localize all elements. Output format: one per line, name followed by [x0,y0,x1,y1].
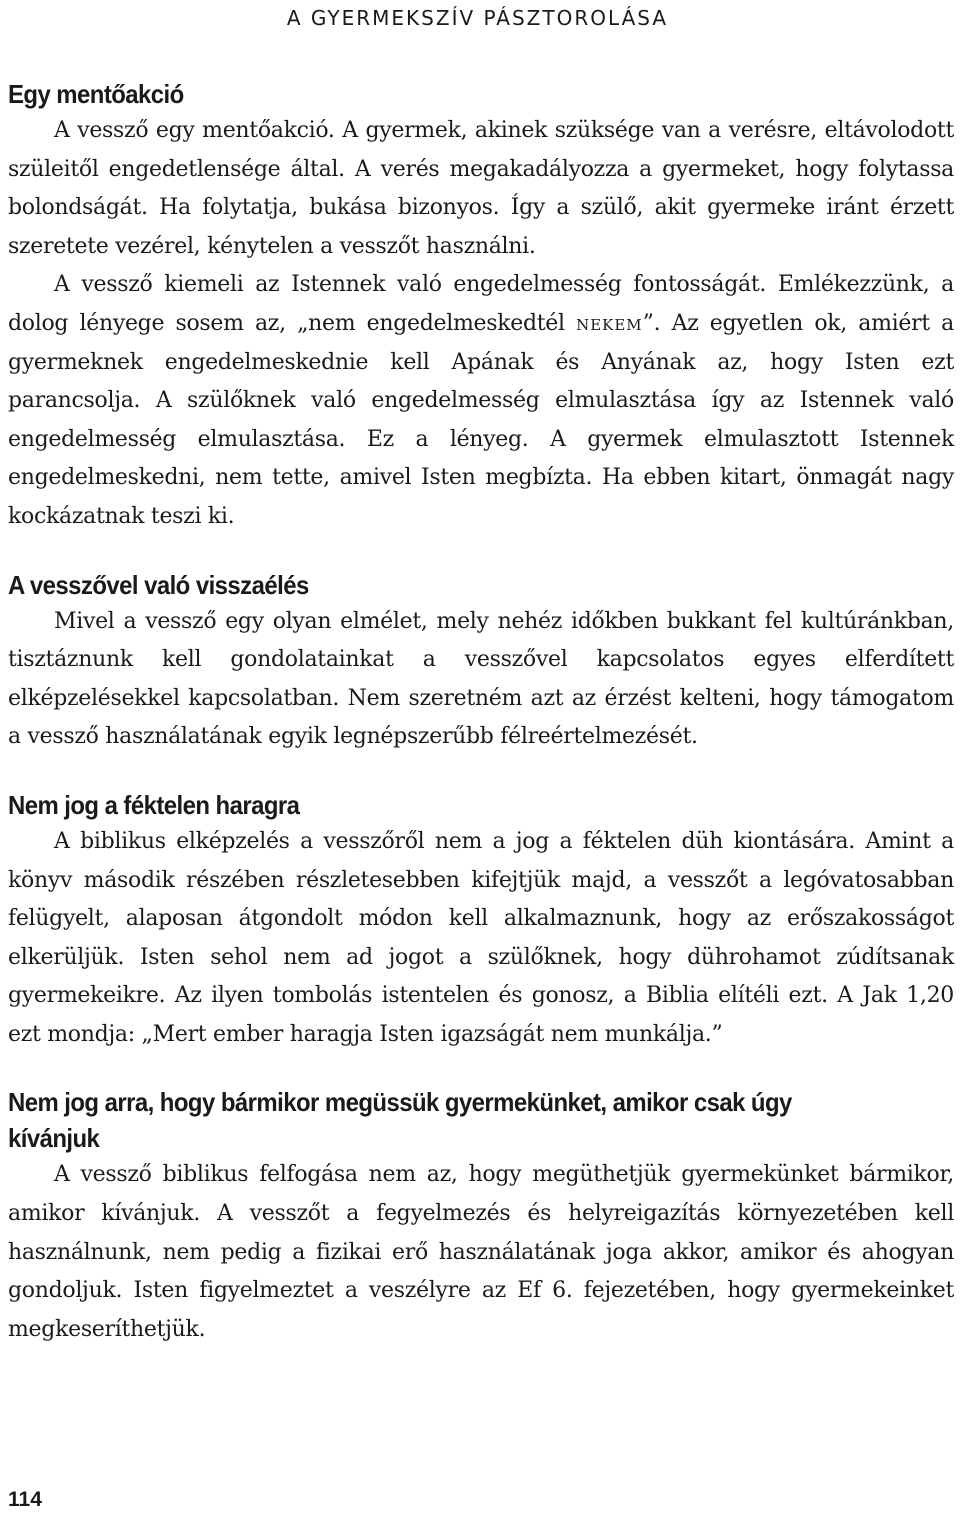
paragraph [8,266,954,536]
paragraph: A biblikus elképzelés a vesszőről nem a jog a féktelen düh kiontására. Amint a könyv második részében részletesebben kifejtjük majd, a vesszőt a legóvatosabban felügyelt, alaposan átgondolt módon kell alkalmaznunk, hogy az erőszakosságot elkerüljük. Isten sehol nem ad jogot a szülőknek, hogy dührohamot zúdítsanak gyermekeikre. Az ilyen tombolás istentelen és gonosz, a Biblia elítéli ezt. A Jak 1,20 ezt mondja: „Mert ember haragja Isten igazságát nem munkálja.” [8,828,954,1047]
running-head [0,6,960,30]
section-heading: Egy mentőakció [8,79,184,109]
page-body [8,76,954,1349]
running-head-text: A GYERMEKSZÍV PÁSZTOROLÁSA [286,6,668,30]
paragraph: A vessző egy mentőakció. A gyermek, akinek szüksége van a verésre, eltávolodott szüleitől engedetlensége által. A verés megakadályozza a gyermeket, hogy folytassa bolondságát. Ha folytatja, bukása bizonyos. Így a szülő, akit gyermeke iránt érzett szeretete vezérel, kénytelen a vesszőt használni. [8,118,954,259]
paragraph-text: A vessző kiemeli az Istennek való engedelmesség fontosságát. Emlékezzünk, a dolog lényege sosem az, „nem engedelmeskedtél [8,272,954,336]
section-heading: Nem jog arra, hogy bármikor megüssük gyermekünket, amikor csak úgy kívánjuk [8,1087,792,1154]
paragraph: Mivel a vessző egy olyan elmélet, mely nehéz időkben bukkant fel kultúránkban, tisztáznunk kell gondolatainkat a vesszővel kapcsolatos egyes elferdített elképzelésekkel kapcsolatban. Nem szeretném azt az érzést kelteni, hogy támogatom a vessző használatának egyik legnépszerűbb félreértelmezését. [8,608,954,750]
section-heading: Nem jog a féktelen haragra [8,789,300,820]
section-heading: A vesszővel való visszaélés [8,569,309,600]
page-number: 114 [8,1488,42,1511]
paragraph-text: ”. Az egyetlen ok, amiért a gyermeknek engedelmeskednie kell Apának és Anyának az, hogy Isten ezt parancsolja. A szülőknek való engedelmesség elmulasztása így az Istennek való engedelmesség elmulasztása. Ez a lényeg. A gyermek elmulasztott Istennek engedelmeskedni, nem tette, amivel Isten megbízta. Ha ebben kitart, önmagát nagy kockázatnak teszi ki. [8,310,954,529]
emphasis-smallcaps: nekem [576,310,643,336]
paragraph: A vessző biblikus felfogása nem az, hogy megüthetjük gyermekünket bármikor, amikor kívánjuk. A vesszőt a fegyelmezés és helyreigazítás környezetében kell használnunk, nem pedig a fizikai erő használatának joga akkor, amikor és ahogyan gondoljuk. Isten figyelmeztet a veszélyre az Ef 6. fejezetében, hogy gyermekeinket megkeseríthetjük. [8,1162,954,1342]
